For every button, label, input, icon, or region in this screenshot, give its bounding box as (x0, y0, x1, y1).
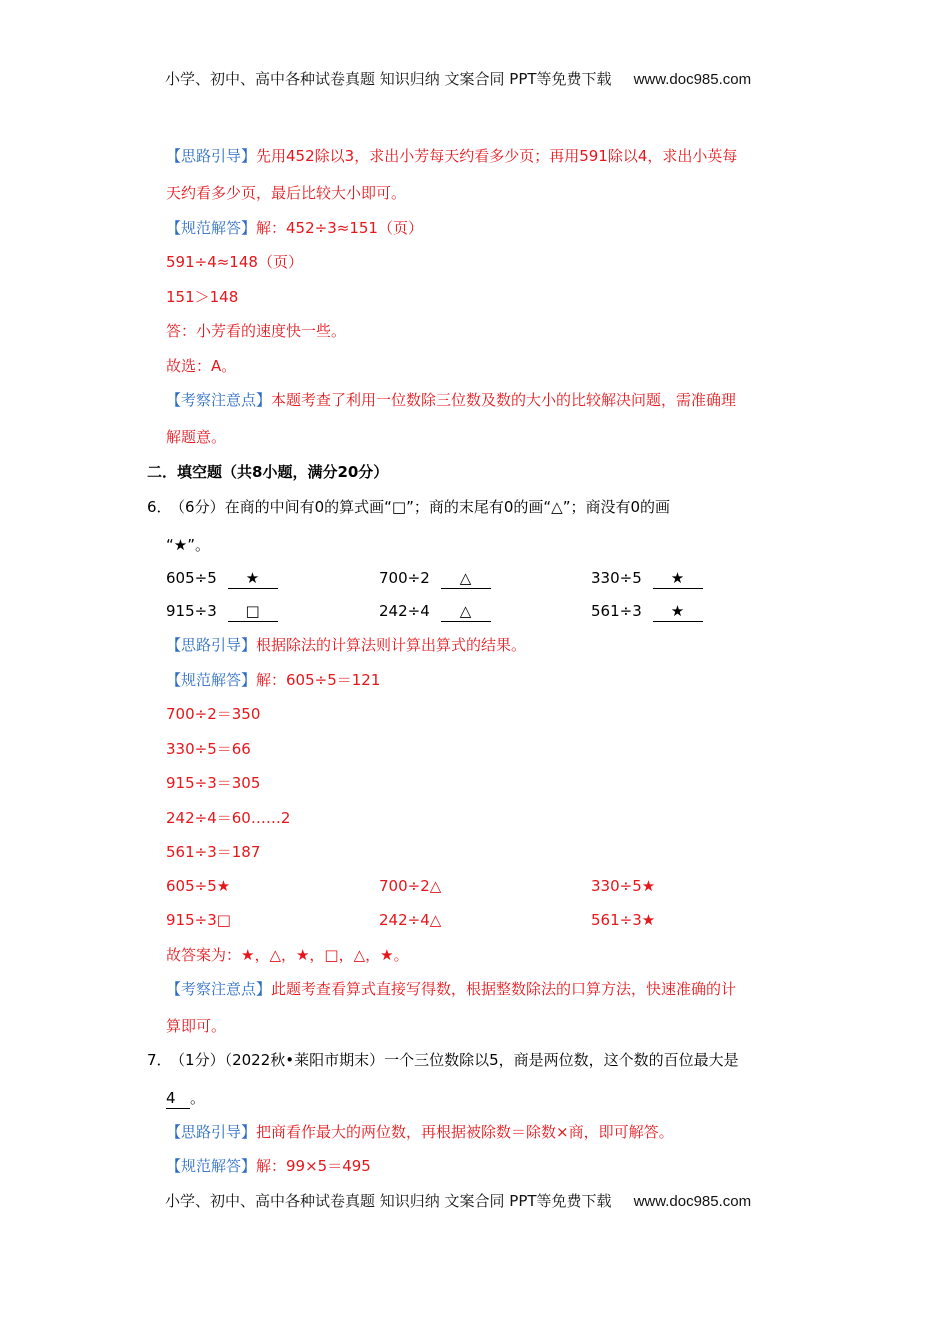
header-text: 小学、初中、高中各种试卷真题 知识归纳 文案合同 PPT等免费下载 (165, 70, 612, 88)
q6-item-expr: 561÷3 (591, 602, 642, 620)
q5-hint-text1: 先用452除以3，求出小芳每天约看多少页；再用591除以4，求出小英每 (256, 147, 738, 165)
q6-item-blank: ★ (228, 568, 278, 589)
q6-result: 330÷5★ (591, 877, 656, 895)
q6-item-4 (166, 601, 278, 622)
footer-site[interactable]: www.doc985.com (633, 1193, 752, 1210)
q7-blank: 4 (166, 1088, 190, 1109)
q6-calc-line: 242÷4＝60……2 (166, 809, 291, 827)
q6-calc-line: 700÷2＝350 (166, 705, 261, 723)
q6-calc-line: 561÷3＝187 (166, 843, 261, 861)
q5-note-line1 (166, 390, 736, 410)
q5-answer-text1: 解：452÷3≈151（页） (256, 219, 423, 237)
q6-stem-text1: （6分）在商的中间有0的算式画“□”；商的末尾有0的画“△”；商没有0的画 (177, 498, 671, 516)
section2-title: 二．填空题（共8小题，满分20分） (147, 463, 389, 481)
q5-note-line2: 解题意。 (166, 428, 227, 446)
q6-answer-text1: 解：605÷5＝121 (256, 671, 381, 689)
q6-note-line2: 算即可。 (166, 1017, 227, 1035)
q6-item-2 (379, 568, 491, 589)
q6-result: 561÷3★ (591, 911, 656, 929)
q6-calc-line: 330÷5＝66 (166, 740, 251, 758)
q7-stem-line2 (166, 1088, 205, 1109)
q7-answer-text1: 解：99×5＝495 (256, 1157, 371, 1175)
q5-answer-line4: 答：小芳看的速度快一些。 (166, 322, 347, 340)
q6-item-blank: □ (228, 601, 278, 622)
q6-answer-line1 (166, 670, 380, 690)
q7-hint-text: 把商看作最大的两位数，再根据被除数＝除数×商，即可解答。 (256, 1123, 674, 1141)
q6-stem-line2: “★”。 (166, 536, 210, 554)
q5-hint-line2: 天约看多少页，最后比较大小即可。 (166, 184, 407, 202)
q6-calc-line: 915÷3＝305 (166, 774, 261, 792)
q6-item-expr: 605÷5 (166, 569, 217, 587)
q5-note-tag: 【考察注意点】 (166, 391, 272, 409)
q6-item-expr: 330÷5 (591, 569, 642, 587)
q6-number: 6． (147, 498, 172, 516)
q6-stem-line1 (147, 497, 670, 517)
q6-item-blank: ★ (653, 601, 703, 622)
q6-item-1 (166, 568, 278, 589)
q5-hint-tag: 【思路引导】 (166, 147, 257, 165)
q7-hint-line (166, 1122, 674, 1142)
footer-text: 小学、初中、高中各种试卷真题 知识归纳 文案合同 PPT等免费下载 (165, 1192, 612, 1210)
q6-result: 605÷5★ (166, 877, 231, 895)
q7-number: 7． (147, 1051, 172, 1069)
q5-answer-tag: 【规范解答】 (166, 219, 257, 237)
q6-result: 915÷3□ (166, 911, 231, 929)
q6-item-expr: 700÷2 (379, 569, 430, 587)
q7-stem-text: （1分）（2022秋•莱阳市期末）一个三位数除以5，商是两位数，这个数的百位最大是 (177, 1051, 739, 1069)
q6-result: 242÷4△ (379, 911, 442, 929)
q6-result: 700÷2△ (379, 877, 442, 895)
q7-answer-tag: 【规范解答】 (166, 1157, 257, 1175)
q7-stem-line1 (147, 1050, 739, 1070)
q6-final-answer: 故答案为：★，△，★，□，△，★。 (166, 946, 409, 964)
q6-item-blank: △ (441, 568, 491, 589)
q6-item-blank: △ (441, 601, 491, 622)
q6-hint-tag: 【思路引导】 (166, 636, 257, 654)
q6-hint-text: 根据除法的计算法则计算出算式的结果。 (256, 636, 527, 654)
q7-hint-tag: 【思路引导】 (166, 1123, 257, 1141)
page-footer (165, 1191, 751, 1212)
q6-item-3 (591, 568, 703, 589)
q6-item-expr: 242÷4 (379, 602, 430, 620)
q6-item-blank: ★ (653, 568, 703, 589)
q6-answer-tag: 【规范解答】 (166, 671, 257, 689)
q6-item-6 (591, 601, 703, 622)
q5-note-text1: 本题考查了利用一位数除三位数及数的大小的比较解决问题，需准确理 (271, 391, 737, 409)
q5-answer-line2: 591÷4≈148（页） (166, 253, 303, 271)
q6-note-text1: 此题考查看算式直接写得数，根据整数除法的口算方法，快速准确的计 (271, 980, 737, 998)
page-header (165, 69, 751, 90)
q5-answer-line3: 151＞148 (166, 288, 239, 306)
q6-hint-line (166, 635, 526, 655)
q6-note-line1 (166, 979, 736, 999)
q5-answer-line5: 故选：A。 (166, 357, 237, 375)
q7-end: 。 (190, 1089, 206, 1107)
q6-note-tag: 【考察注意点】 (166, 980, 272, 998)
q6-item-expr: 915÷3 (166, 602, 217, 620)
q7-answer-line1 (166, 1156, 371, 1176)
q5-answer-line1 (166, 218, 423, 238)
header-site[interactable]: www.doc985.com (633, 71, 752, 88)
q5-hint-line1 (166, 146, 737, 166)
q6-item-5 (379, 601, 491, 622)
